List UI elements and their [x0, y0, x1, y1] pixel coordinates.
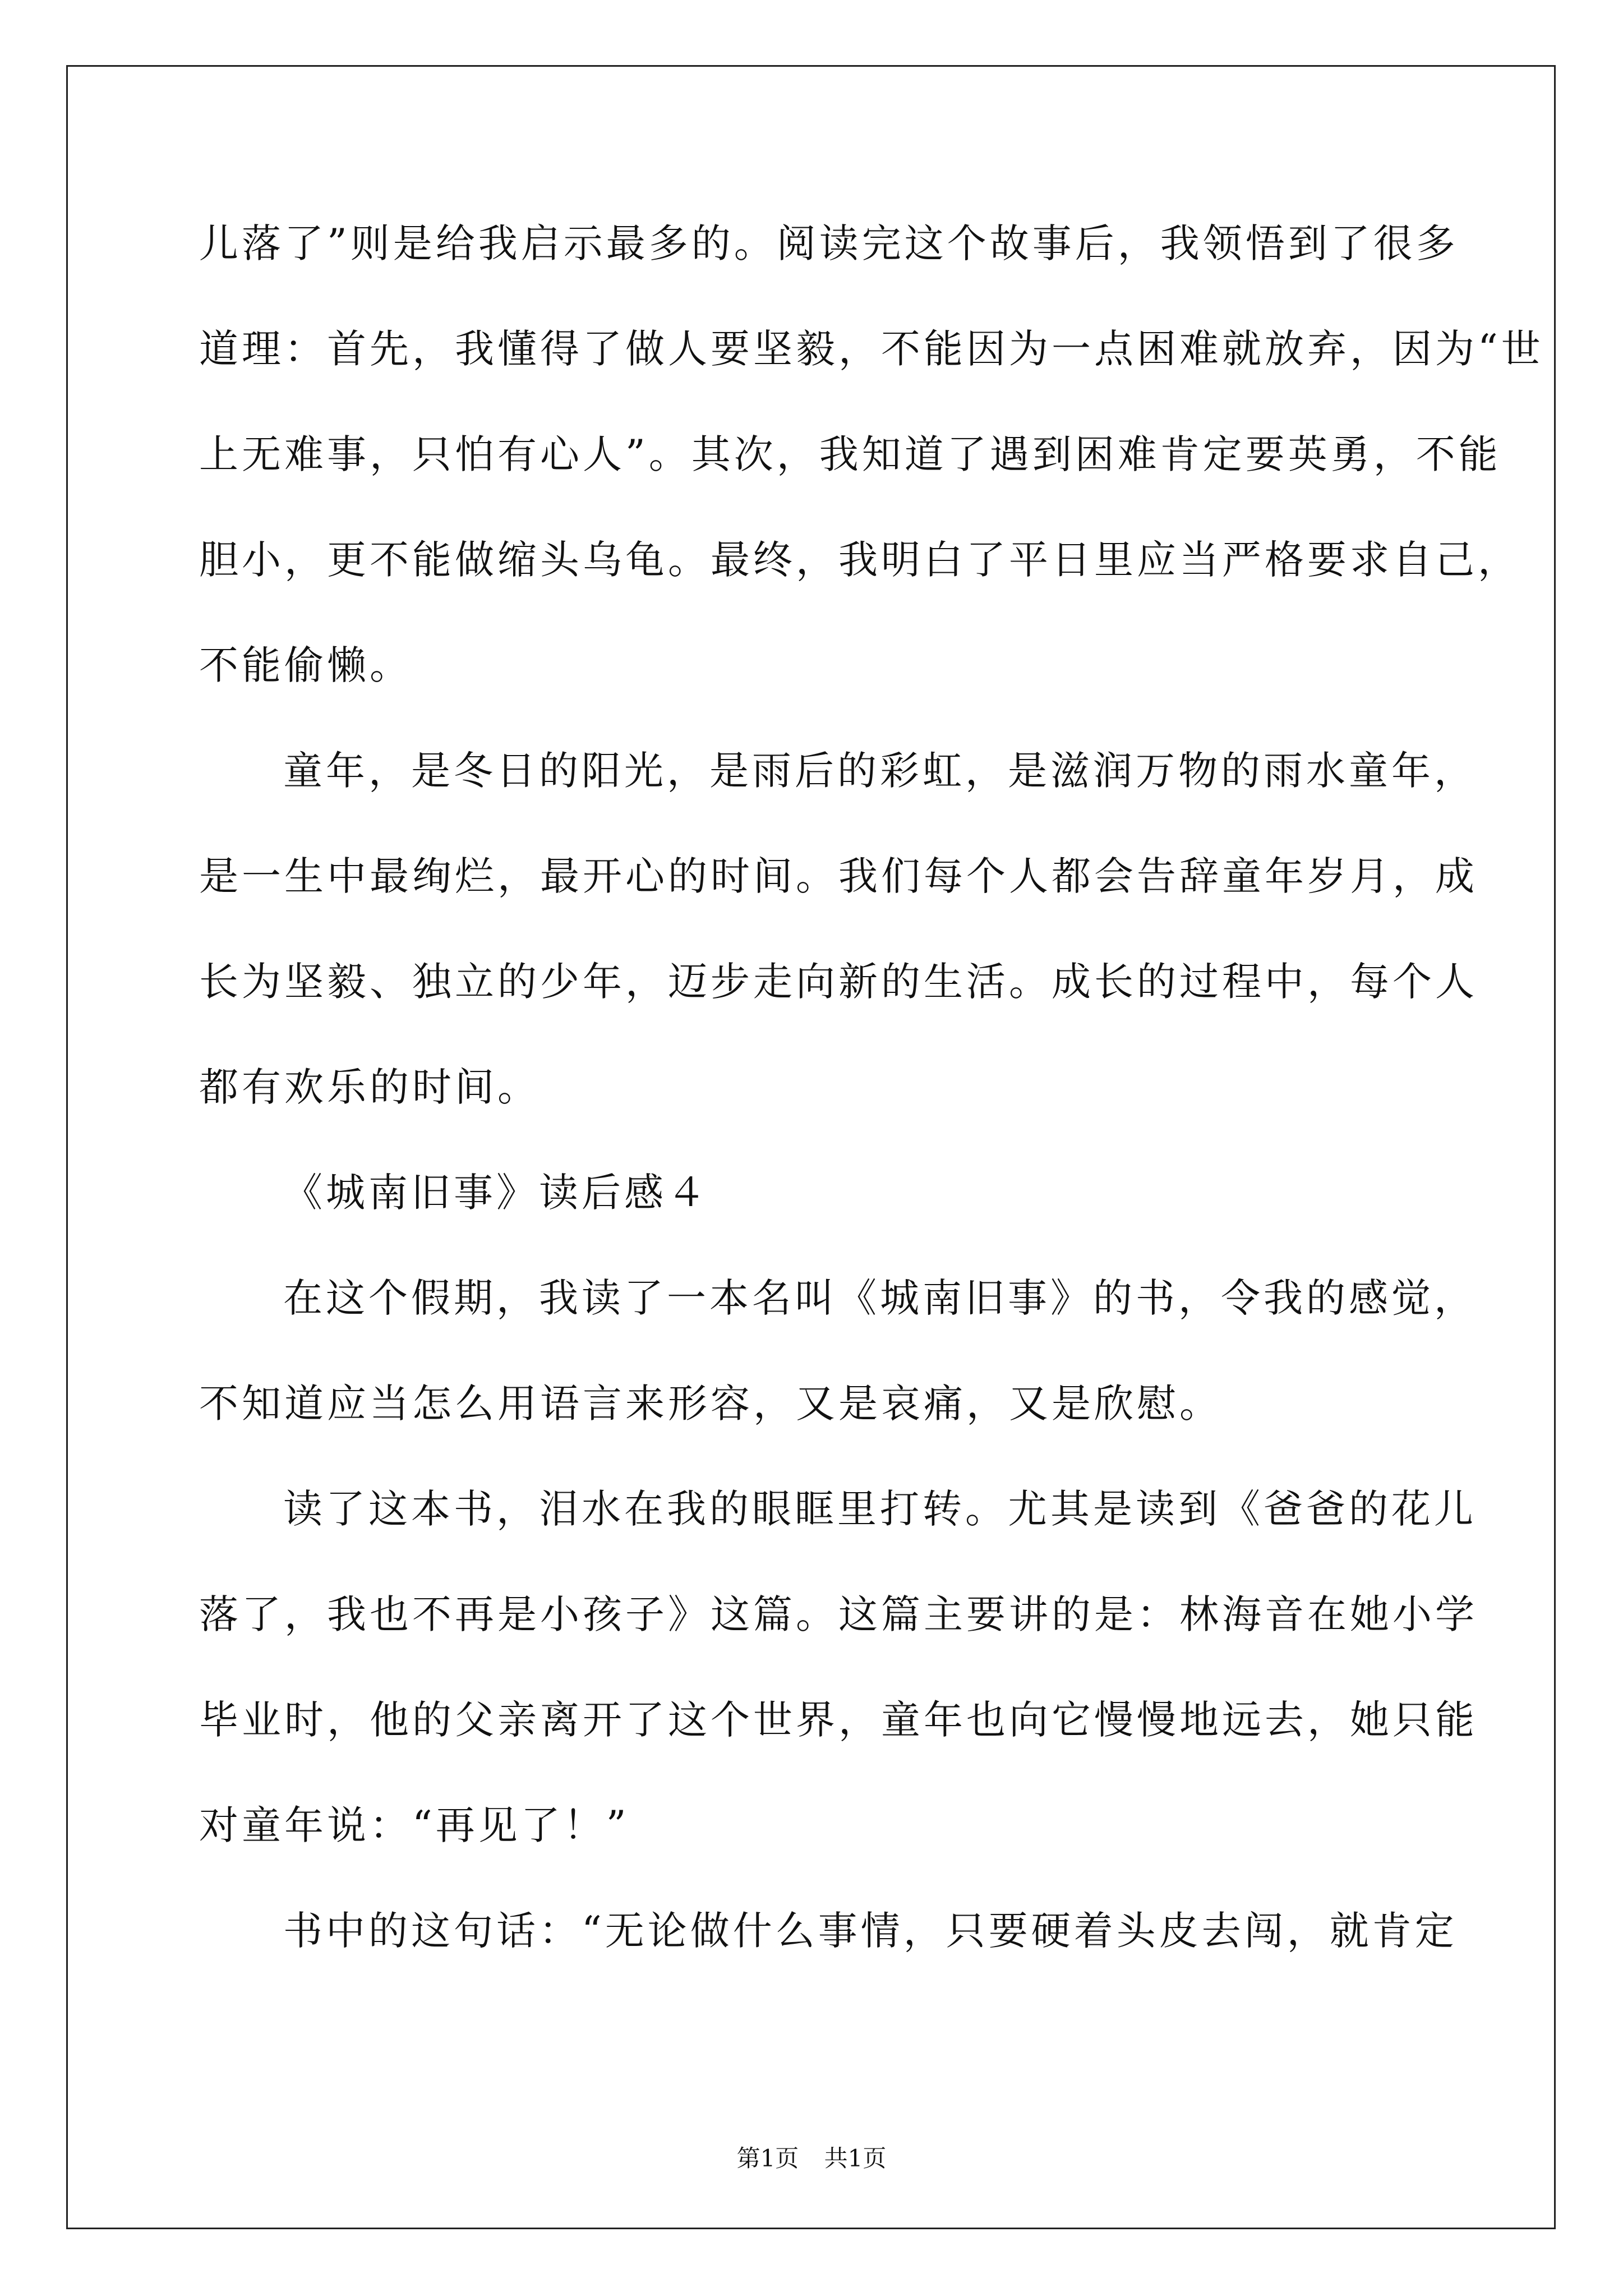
page-total: 共1页: [824, 2145, 887, 2172]
paragraph-line: 毕业时，他的父亲离开了这个世界，童年也向它慢慢地远去，她只能: [199, 1697, 1478, 1743]
page-current: 第1页: [736, 2145, 799, 2172]
section-heading: 《城南旧事》读后感４: [283, 1170, 709, 1216]
paragraph-line: 不能偷懒。: [199, 642, 412, 688]
paragraph-line: 不知道应当怎么用语言来形容，又是哀痛，又是欣慰。: [199, 1381, 1222, 1427]
paragraph-line: 落了，我也不再是小孩子》这篇。这篇主要讲的是：林海音在她小学: [199, 1591, 1478, 1637]
paragraph-line: 长为坚毅、独立的少年，迈步走向新的生活。成长的过程中，每个人: [199, 959, 1478, 1005]
paragraph-line: 儿落了”则是给我启示最多的。阅读完这个故事后，我领悟到了很多: [199, 220, 1459, 266]
paragraph-line: 对童年说：“再见了！”: [199, 1802, 630, 1848]
paragraph-line: 读了这本书，泪水在我的眼眶里打转。尤其是读到《爸爸的花儿: [283, 1486, 1477, 1532]
paragraph-line: 童年，是冬日的阳光，是雨后的彩虹，是滋润万物的雨水童年，: [283, 748, 1477, 794]
document-body: [199, 191, 1544, 1984]
paragraph-line: 都有欢乐的时间。: [199, 1064, 540, 1110]
paragraph-line: 是一生中最绚烂，最开心的时间。我们每个人都会告辞童年岁月，成: [199, 853, 1478, 899]
paragraph-line: 书中的这句话：“无论做什么事情，只要硬着头皮去闯，就肯定: [283, 1908, 1458, 1954]
page-footer: [0, 2142, 1623, 2175]
paragraph-line: 上无难事，只怕有心人”。其次，我知道了遇到困难肯定要英勇，不能: [199, 431, 1501, 477]
paragraph-line: 道理：首先，我懂得了做人要坚毅，不能因为一点困难就放弃，因为“世: [199, 326, 1544, 372]
paragraph-line: 在这个假期，我读了一本名叫《城南旧事》的书，令我的感觉，: [283, 1275, 1477, 1321]
paragraph-line: 胆小，更不能做缩头乌龟。最终，我明白了平日里应当严格要求自己，: [199, 537, 1520, 583]
